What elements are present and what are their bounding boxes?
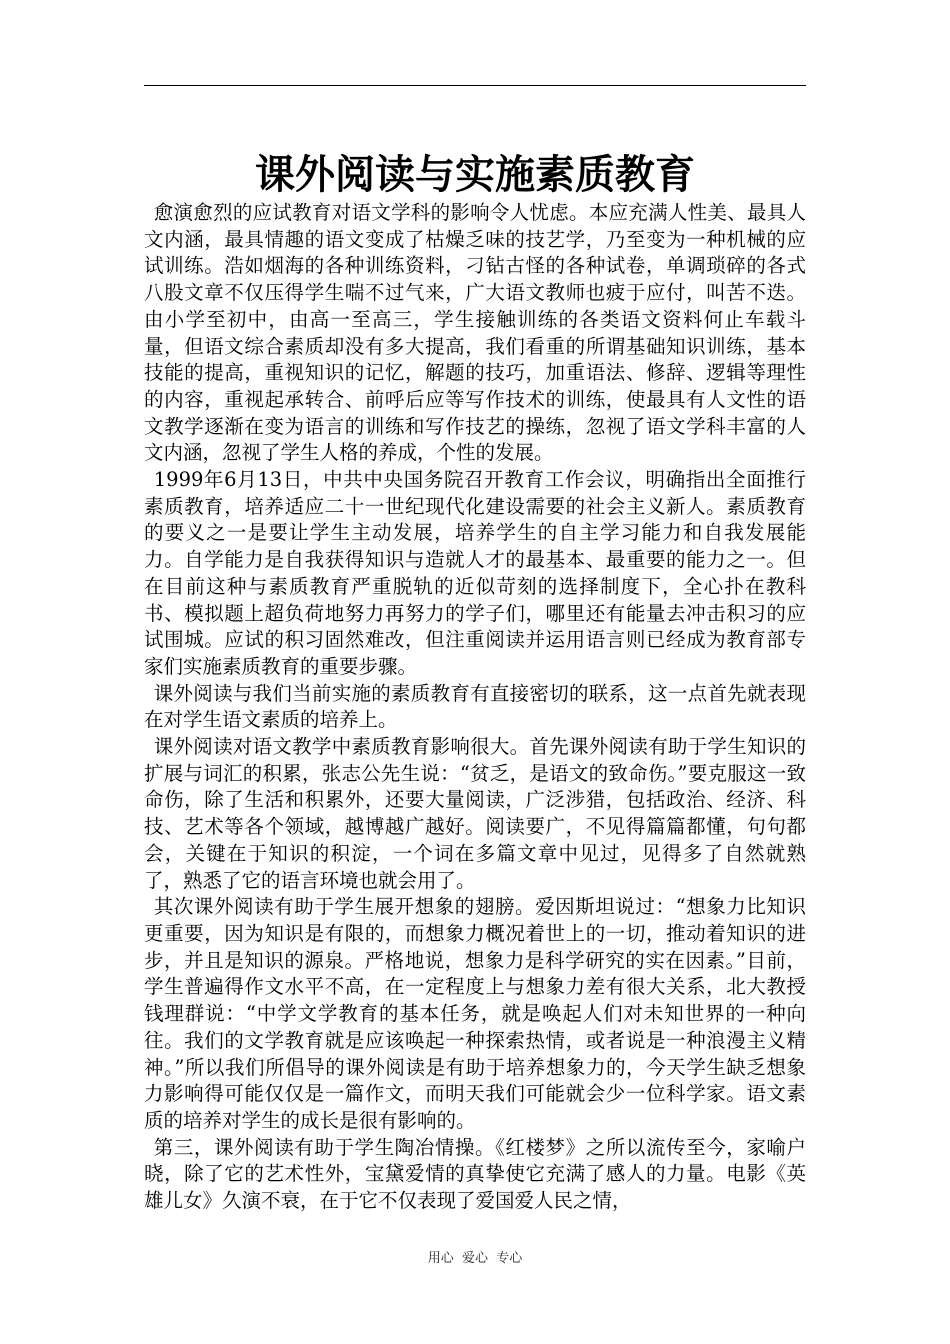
page-footer: 用心 爱心 专心 bbox=[427, 1251, 523, 1266]
paragraph: 课外阅读对语文教学中素质教育影响很大。首先课外阅读有助于学生知识的扩展与词汇的积累，张志公先生说：“贫乏，是语文的致命伤。”要克服这一致命伤，除了生活和积累外，还要大量阅读，广泛涉猎，包括政治、经济、科技、艺术等各个领域，越博越广越好。阅读要广，不见得篇篇都懂，句句都会，关键在于知识的积淀，一个词在多篇文章中见过，见得多了自然就熟了，熟悉了它的语言环境也就会用了。 bbox=[144, 735, 806, 892]
paragraph: 课外阅读与我们当前实施的素质教育有直接密切的联系，这一点首先就表现在对学生语文素质的培养上。 bbox=[144, 681, 806, 732]
paragraph: 1999年6月13日，中共中央国务院召开教育工作会议，明确指出全面推行素质教育，培养适应二十一世纪现代化建设需要的社会主义新人。素质教育的要义之一是要让学生主动发展，培养学生的自主学习能力和自我发展能力。自学能力是自我获得知识与造就人才的最基本、最重要的能力之一。但在目前这种与素质教育严重脱轨的近似苛刻的选择制度下，全心扑在教科书、模拟题上超负荷地努力再努力的学子们，哪里还有能量去冲击积习的应试围城。应试的积习固然难改，但注重阅读并运用语言则已经成为教育部专家们实施素质教育的重要步骤。 bbox=[144, 468, 806, 678]
paragraph: 第三，课外阅读有助于学生陶冶情操。《红楼梦》之所以流传至今，家喻户晓，除了它的艺术性外，宝黛爱情的真挚使它充满了感人的力量。电影《英雄儿女》久演不衰，在于它不仅表现了爱国爱人民之情， bbox=[144, 1135, 806, 1213]
paragraph: 其次课外阅读有助于学生展开想象的翅膀。爱因斯坦说过：“想象力比知识更重要，因为知识是有限的，而想象力概况着世上的一切，推动着知识的进步，并且是知识的源泉。严格地说，想象力是科学研究的实在因素。”目前，学生普遍得作文水平不高，在一定程度上与想象力差有很大关系，北大教授钱理群说：“中学文学教育的基本任务，就是唤起人们对未知世界的一种向往。我们的文学教育就是应该唤起一种探索热情，或者说是一种浪漫主义精神。”所以我们所倡导的课外阅读是有助于培养想象力的，今天学生缺乏想象力影响得可能仅仅是一篇作文，而明天我们可能就会少一位科学家。语文素质的培养对学生的成长是很有影响的。 bbox=[144, 895, 806, 1132]
header-rule bbox=[144, 85, 806, 86]
document-body bbox=[144, 200, 806, 1215]
paragraph: 愈演愈烈的应试教育对语文学科的影响令人忧虑。本应充满人性美、最具人文内涵，最具情趣的语文变成了枯燥乏味的技艺学，乃至变为一种机械的应试训练。浩如烟海的各种训练资料，刁钻古怪的各种试卷，单调琐碎的各式八股文章不仅压得学生喘不过气来，广大语文教师也疲于应付，叫苦不迭。由小学至初中，由高一至高三，学生接触训练的各类语文资料何止车载斗量，但语文综合素质却没有多大提高，我们看重的所谓基础知识训练，基本技能的提高，重视知识的记忆，解题的技巧，加重语法、修辞、逻辑等理性的内容，重视起承转合、前呼后应等写作技术的训练，使最具有人文性的语文教学逐渐在变为语言的训练和写作技艺的操练，忽视了语文学科丰富的人文内涵，忽视了学生人格的养成，个性的发展。 bbox=[144, 201, 806, 465]
document-title: 课外阅读与实施素质教育 bbox=[255, 152, 695, 198]
